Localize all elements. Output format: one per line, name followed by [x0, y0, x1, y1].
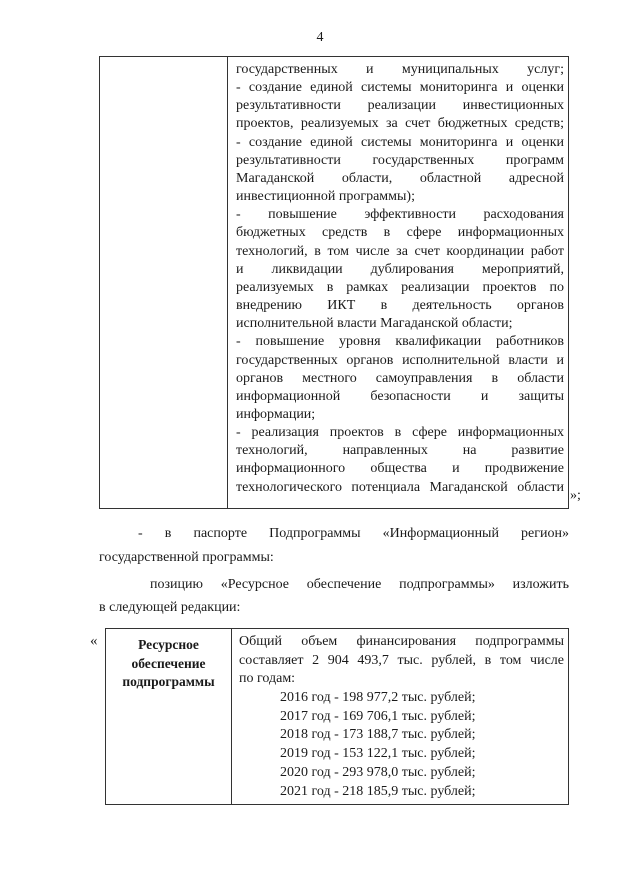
goals-line: результативности государственных программ: [236, 152, 564, 168]
goals-line: информации;: [236, 406, 316, 422]
goals-line: внедрению ИКТ в деятельность органов: [236, 298, 564, 314]
year-funding-row: 2021 год - 218 185,9 тыс. рублей;: [280, 783, 476, 799]
goals-line: бюджетных средств в сфере информационных: [236, 225, 564, 241]
year-funding-row: 2019 год - 153 122,1 тыс. рублей;: [280, 746, 476, 762]
goals-line: исполнительной власти Магаданской области;: [236, 316, 513, 332]
goals-line: - повышение эффективности расходования: [236, 207, 564, 223]
goals-line: результативности реализации инвестиционных: [236, 98, 564, 114]
table-column-divider: [231, 629, 232, 804]
paragraph-position-line: позицию «Ресурсное обеспечение подпрограммы» изложить: [150, 577, 569, 592]
goals-table: [99, 56, 569, 509]
header-line: Ресурсное: [138, 637, 199, 652]
header-line: подпрограммы: [122, 674, 215, 689]
goals-line: - реализация проектов в сфере информационных: [236, 425, 564, 441]
description-line: по годам:: [239, 671, 296, 686]
goals-line: информационной безопасности и защиты: [236, 388, 564, 404]
year-funding-row: 2018 год - 173 188,7 тыс. рублей;: [280, 727, 476, 743]
goals-line: государственных органов исполнительной власти и: [236, 352, 564, 368]
paragraph-position-line: в следующей редакции:: [99, 600, 241, 615]
funding-by-year: [280, 689, 476, 801]
resources-description: [239, 633, 564, 689]
goals-list: [236, 61, 564, 497]
paragraph-passport-line: государственной программы:: [99, 550, 274, 565]
goals-line: - создание единой системы мониторинга и оценки: [236, 80, 564, 96]
goals-line: - создание единой системы мониторинга и оценки: [236, 134, 564, 150]
goals-line: органов местного самоуправления в области: [236, 370, 564, 386]
goals-line: - повышение уровня квалификации работников: [236, 334, 564, 350]
closing-quote: »;: [570, 488, 581, 503]
goals-line: государственных и муниципальных услуг;: [236, 62, 564, 77]
goals-line: технологического потенциала Магаданской области: [236, 479, 564, 495]
year-funding-row: 2016 год - 198 977,2 тыс. рублей;: [280, 690, 476, 705]
description-line: составляет 2 904 493,7 тыс. рублей, в том числе: [239, 652, 564, 668]
goals-line: информационного общества и продвижение: [236, 461, 564, 477]
year-funding-row: 2020 год - 293 978,0 тыс. рублей;: [280, 764, 476, 780]
table-column-divider: [227, 57, 228, 508]
goals-line: технологий, в том числе за счет координации работ: [236, 243, 564, 259]
goals-line: технологий, направленных на развитие: [236, 443, 564, 459]
resources-header: [106, 636, 231, 692]
paragraph-passport-line: - в паспорте Подпрограммы «Информационный регион»: [138, 526, 569, 541]
description-line: Общий объем финансирования подпрограммы: [239, 634, 564, 649]
header-line: обеспечение: [131, 655, 206, 671]
goals-line: Магаданской области, областной адресной: [236, 170, 564, 186]
page-number: 4: [316, 30, 324, 45]
goals-line: реализуемых в рамках реализации проектов по: [236, 279, 564, 295]
goals-line: и ликвидации дублирования мероприятий,: [236, 261, 564, 277]
opening-quote: «: [90, 633, 98, 649]
year-funding-row: 2017 год - 169 706,1 тыс. рублей;: [280, 708, 476, 724]
goals-line: инвестиционной программы);: [236, 189, 415, 205]
resources-table: [105, 628, 569, 805]
goals-line: проектов, реализуемых за счет бюджетных средств;: [236, 116, 564, 132]
